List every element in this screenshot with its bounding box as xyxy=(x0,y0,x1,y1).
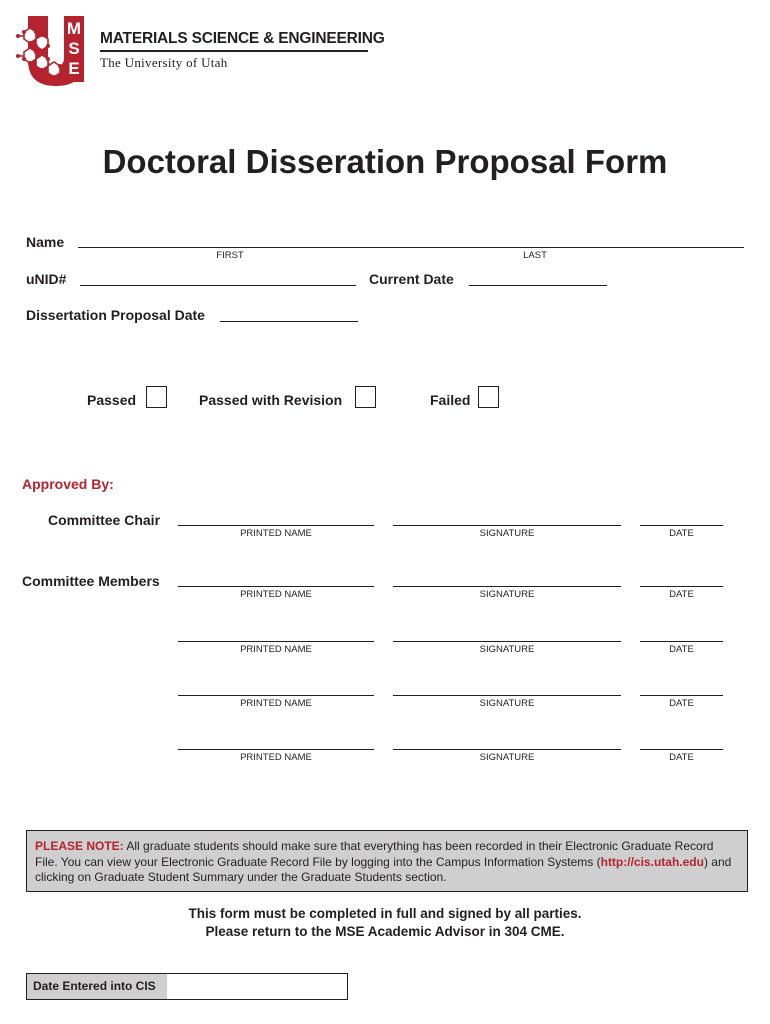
member-1-printed-name-caption: PRINTED NAME xyxy=(240,589,312,600)
approved-by-heading: Approved By: xyxy=(22,476,114,492)
chair-printed-name-caption: PRINTED NAME xyxy=(240,528,312,539)
passed-with-revision-checkbox[interactable] xyxy=(355,386,376,408)
member-3-date-caption: DATE xyxy=(669,698,694,709)
mse-logo xyxy=(14,14,100,88)
member-1-printed-name-field[interactable] xyxy=(178,586,374,587)
committee-chair-label: Committee Chair xyxy=(48,512,161,528)
please-note-box xyxy=(26,830,748,892)
member-2-signature-field[interactable] xyxy=(393,641,621,642)
chair-date-field[interactable] xyxy=(640,525,723,526)
member-1-signature-field[interactable] xyxy=(393,586,621,587)
committee-members-label: Committee Members xyxy=(22,573,160,589)
cis-date-label: Date Entered into CIS xyxy=(27,974,167,999)
chair-signature-field[interactable] xyxy=(393,525,621,526)
passed-with-revision-label: Passed with Revision xyxy=(199,392,343,408)
department-name: MATERIALS SCIENCE & ENGINEERING xyxy=(100,30,385,47)
note-prefix: PLEASE NOTE: xyxy=(35,839,124,853)
note-text-2: ) and clicking on Graduate Student Summary under the Graduate Students section. xyxy=(35,854,732,884)
note-text-1: All graduate students should make sure that everything has been recorded in their Electronic Graduate Record File. You can view your Electronic Graduate Record File by logging into the Campus Information Systems ( xyxy=(35,839,714,869)
first-name-caption: FIRST xyxy=(216,250,244,261)
member-4-printed-name-caption: PRINTED NAME xyxy=(240,752,312,763)
name-field[interactable] xyxy=(78,247,744,248)
member-3-printed-name-field[interactable] xyxy=(178,695,374,696)
failed-checkbox[interactable] xyxy=(478,386,499,408)
header-rule xyxy=(100,50,368,52)
failed-label: Failed xyxy=(430,392,471,408)
member-2-printed-name-field[interactable] xyxy=(178,641,374,642)
return-instruction: Please return to the MSE Academic Advisor in 304 CME. xyxy=(205,924,565,939)
member-4-date-caption: DATE xyxy=(669,752,694,763)
member-2-date-field[interactable] xyxy=(640,641,723,642)
logo-letter-s: S xyxy=(68,39,80,58)
unid-label: uNID# xyxy=(26,271,67,287)
cis-link[interactable]: http://cis.utah.edu xyxy=(600,854,704,869)
member-3-signature-field[interactable] xyxy=(393,695,621,696)
last-name-caption: LAST xyxy=(523,250,547,261)
member-1-date-caption: DATE xyxy=(669,589,694,600)
university-name: The University of Utah xyxy=(100,55,228,70)
member-3-signature-caption: SIGNATURE xyxy=(479,698,535,709)
member-4-printed-name-field[interactable] xyxy=(178,749,374,750)
cis-date-box[interactable] xyxy=(26,973,348,1000)
chair-date-caption: DATE xyxy=(669,528,694,539)
member-4-signature-caption: SIGNATURE xyxy=(479,752,535,763)
member-4-date-field[interactable] xyxy=(640,749,723,750)
name-label: Name xyxy=(26,234,65,250)
member-1-date-field[interactable] xyxy=(640,586,723,587)
passed-label: Passed xyxy=(87,392,137,408)
current-date-field[interactable] xyxy=(469,285,607,286)
proposal-date-label: Dissertation Proposal Date xyxy=(26,307,205,323)
member-3-date-field[interactable] xyxy=(640,695,723,696)
form-title: Doctoral Disseration Proposal Form xyxy=(102,143,668,180)
logo-letter-m: M xyxy=(66,19,82,38)
member-2-signature-caption: SIGNATURE xyxy=(479,644,535,655)
chair-signature-caption: SIGNATURE xyxy=(479,528,535,539)
member-3-printed-name-caption: PRINTED NAME xyxy=(240,698,312,709)
completion-instruction: This form must be completed in full and signed by all parties. xyxy=(188,906,582,921)
member-2-printed-name-caption: PRINTED NAME xyxy=(240,644,312,655)
unid-field[interactable] xyxy=(80,285,356,286)
chair-printed-name-field[interactable] xyxy=(178,525,374,526)
logo-letter-e: E xyxy=(68,59,80,78)
member-1-signature-caption: SIGNATURE xyxy=(479,589,535,600)
passed-checkbox[interactable] xyxy=(146,386,167,408)
proposal-date-field[interactable] xyxy=(220,321,358,322)
member-2-date-caption: DATE xyxy=(669,644,694,655)
member-4-signature-field[interactable] xyxy=(393,749,621,750)
current-date-label: Current Date xyxy=(369,271,454,287)
